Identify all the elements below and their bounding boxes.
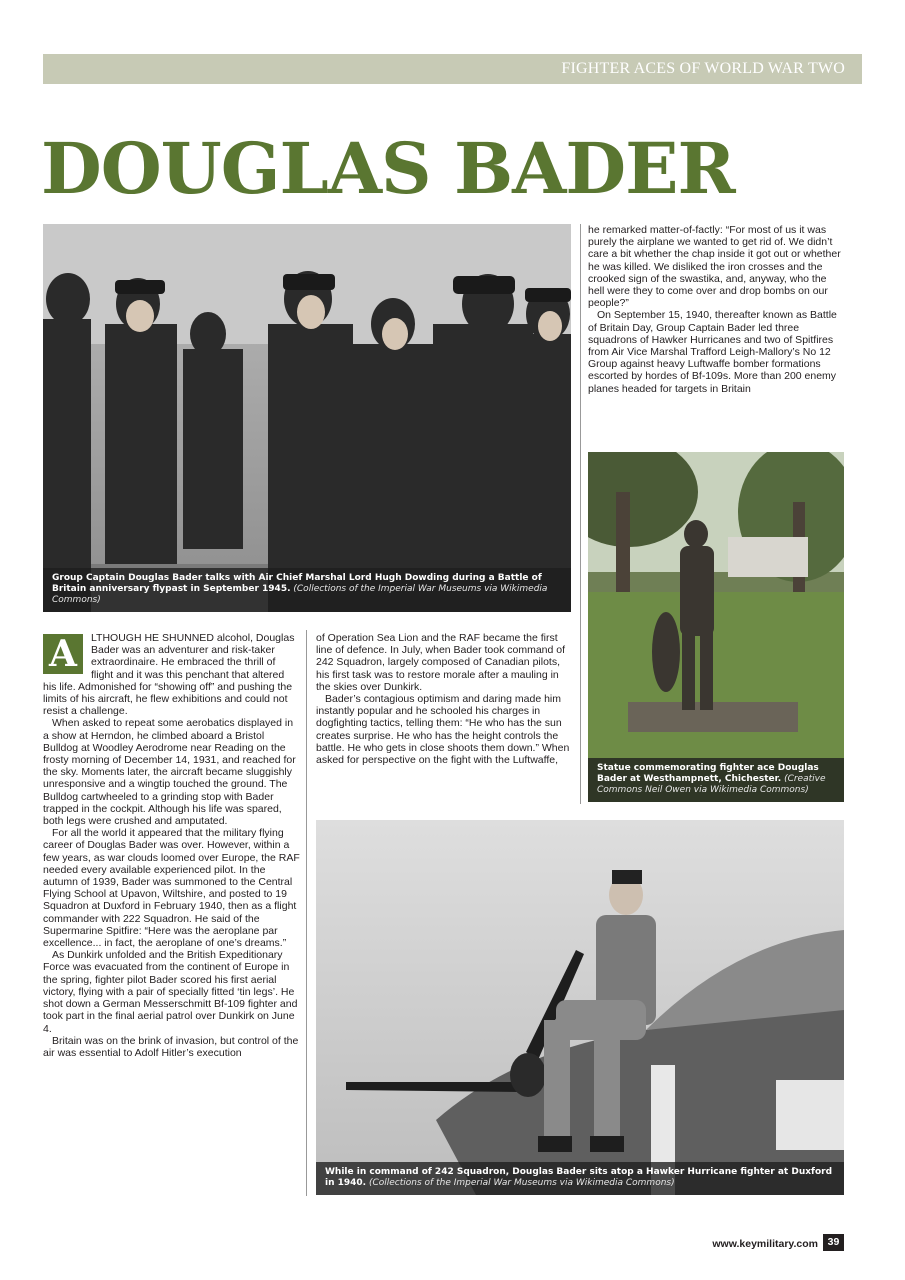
caption-credit: (Creative Commons Neil Owen via Wikimedia Commons) [597, 774, 826, 795]
footer-url: www.keymilitary.com [712, 1238, 818, 1250]
photo-caption [588, 758, 844, 802]
caption-text: Group Captain Douglas Bader talks with Air Chief Marshal Lord Hugh Dowding during a Battle of Britain anniversary flypast in September 1945. [52, 573, 542, 594]
statue-image [588, 452, 844, 802]
section-label: FIGHTER ACES OF WORLD WAR TWO [561, 60, 845, 77]
photo-hurricane [316, 820, 844, 1195]
drop-cap: A [43, 634, 83, 674]
caption-text: Statue commemorating fighter ace Douglas Bader at Westhampnett, Chichester. [597, 763, 819, 784]
photo-statue [588, 452, 844, 802]
hurricane-image [316, 820, 844, 1195]
article-paragraph: On September 15, 1940, thereafter known as Battle of Britain Day, Group Captain Bader led three squadrons of Hawker Hurricanes and two of Spitfires from Air Vice Marshal Trafford Leigh-Mallory’s No 12 Group against heavy Luftwaffe bomber formations escorted by hordes of Bf-109s. More than 200 enemy planes headed for targets in Britain [588, 309, 837, 395]
page-number: 39 [823, 1234, 844, 1251]
article-paragraph: he remarked matter-of-factly: “For most of us it was purely the airplane we wanted to get rid of. We didn’t care a bit whether the chap inside it got out or whether he was killed. We disliked the iron crosses and the crooked sign of the swastika, and, anyway, who the hell were they to come over and drop bombs on our people?” [588, 224, 841, 310]
caption-credit: (Collections of the Imperial War Museums via Wikimedia Commons) [52, 584, 548, 605]
article-paragraph: of Operation Sea Lion and the RAF became the first line of defence. In July, when Bader took command of 242 Squadron, largely composed of Canadian pilots, his first task was to restore morale after a mauling in the skies over Dunkirk. [316, 632, 566, 693]
article-paragraph: Britain was on the brink of invasion, but control of the air was essential to Adolf Hitler’s execution [43, 1034, 299, 1059]
officers-group-image [43, 224, 571, 612]
caption-text: While in command of 242 Squadron, Douglas Bader sits atop a Hawker Hurricane fighter at Duxford in 1940. [325, 1167, 833, 1188]
section-header-band [43, 54, 862, 84]
article-column-2 [316, 632, 572, 807]
article-paragraph: When asked to repeat some aerobatics displayed in a show at Herndon, he climbed aboard a Bristol Bulldog at Woodley Aerodrome near Reading on the frosty morning of December 14, 1931, and reached for the sky. Moments later, the aircraft became sluggishly unresponsive and a wingtip touched the ground. The Bulldog cartwheeled to a grinding stop with Bader trapped in the cockpit. Although his life was spared, both legs were crushed and amputated. [43, 717, 296, 828]
article-paragraph: For all the world it appeared that the military flying career of Douglas Bader was over. However, within a few years, as war clouds loomed over Europe, the RAF needed every available experienced pilot. In the autumn of 1939, Bader was summoned to the Central Flying School at Upavon, Wiltshire, and posted to 19 Squadron at Duxford in February 1940, then as a flight commander with 222 Squadron. He said of the Supermarine Spitfire: “Here was the aeroplane par excellence... in fact, the aeroplane of one’s dreams.” [43, 827, 300, 950]
article-paragraph: Bader’s contagious optimism and daring made him instantly popular and he schooled his charges in dogfighting tactics, telling them: “He who has the sun creates surprise. He who has the height controls the battle. He who gets in close shoots them down.” When asked for perspective on the fight with the Luftwaffe, [316, 693, 570, 767]
photo-caption [316, 1162, 844, 1195]
column-rule [580, 224, 581, 804]
page-title: DOUGLAS BADER [41, 127, 735, 210]
article-column-3 [588, 224, 844, 446]
caption-credit: (Collections of the Imperial War Museums via Wikimedia Commons) [368, 1178, 675, 1188]
column-rule [306, 630, 307, 1196]
article-paragraph: As Dunkirk unfolded and the British Expeditionary Force was evacuated from the continent of Europe in the spring, fighter pilot Bader scored his first aerial victory, flying with a pair of specially fitted ‘tin legs’. He shot down a German Messerschmitt Bf-109 fighter and took part in the final aerial patrol over Dunkirk on June 4. [43, 949, 298, 1035]
article-column-1 [43, 632, 300, 1202]
photo-caption [43, 568, 571, 612]
article-paragraph: LTHOUGH HE SHUNNED alcohol, Douglas Bader was an adventurer and risk-taker extraordinaire. He embraced the thrill of flight and it was this penchant that altered his life. Admonished for “showing off” and pushing the limits of his aircraft, he flew exhibitions and could not resist a challenge. [43, 632, 295, 718]
photo-officers-group [43, 224, 571, 612]
